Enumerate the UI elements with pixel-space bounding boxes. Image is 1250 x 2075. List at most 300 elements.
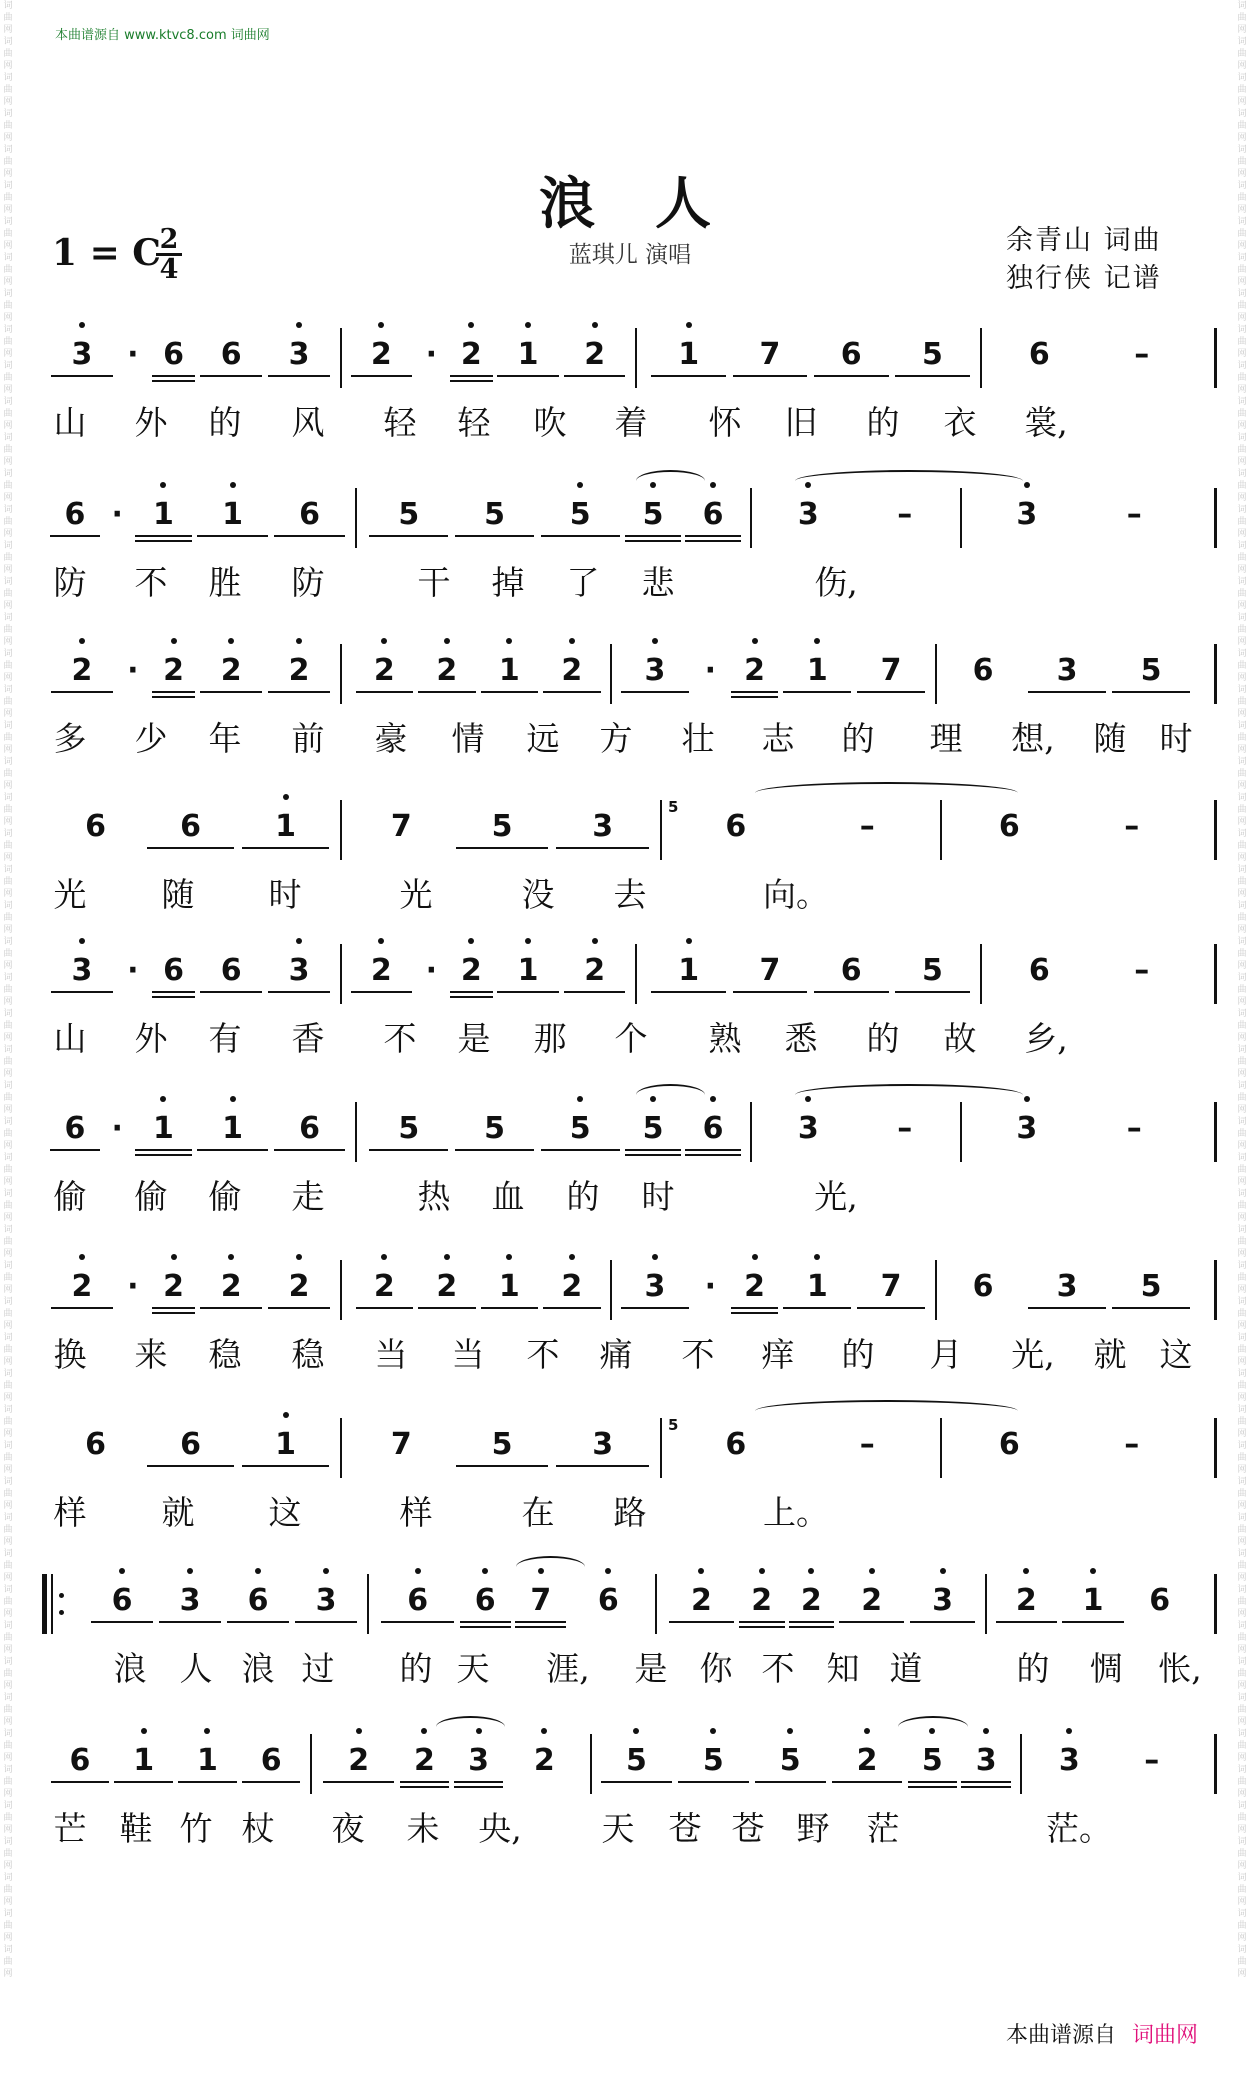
underline-beam [739, 1621, 785, 1623]
lyric-syllable: 那 [533, 1019, 567, 1058]
note [941, 634, 1025, 714]
barline [340, 328, 342, 388]
underline-beam [274, 535, 345, 537]
octave-dot-above [752, 1254, 758, 1260]
barline [1214, 1734, 1217, 1794]
note [238, 790, 333, 870]
lyric-syllable: 干 [417, 563, 451, 602]
note [265, 634, 333, 714]
underline-beam [450, 996, 493, 998]
score-line [48, 1092, 1218, 1242]
note-value: – [897, 497, 913, 532]
underline-beam [152, 996, 196, 998]
note-value: 2 [370, 953, 392, 988]
underline-beam [564, 991, 625, 993]
notation-row [48, 1092, 1218, 1172]
underline-beam [497, 375, 558, 377]
note-value: 1 [152, 497, 174, 532]
lyric-syllable: 防 [291, 563, 325, 602]
dot-extension [692, 1250, 729, 1330]
note-value: 5 [921, 1743, 943, 1778]
underline-beam [450, 991, 493, 993]
underline-beam [200, 991, 262, 993]
tie-slur [636, 470, 705, 492]
lyric-syllable: 山 [53, 403, 87, 442]
underline-beam [456, 847, 549, 849]
underline-beam [197, 1149, 268, 1151]
octave-dot-above [569, 638, 575, 644]
note [351, 1408, 452, 1488]
measure [666, 1564, 978, 1644]
note [143, 1408, 238, 1488]
octave-dot-above [228, 638, 234, 644]
underline-beam [543, 1307, 601, 1309]
octave-dot-above [525, 938, 531, 944]
meter-top: 2 [156, 226, 182, 256]
note-value: 6 [407, 1583, 429, 1618]
barline [310, 1734, 312, 1794]
lyric-syllable: 前 [291, 719, 325, 758]
note [271, 478, 348, 558]
dot-extension [415, 934, 448, 1014]
octave-dot-above [698, 1568, 704, 1574]
lyric-syllable: 掉 [491, 563, 525, 602]
lyrics-row [48, 1644, 1218, 1694]
note-value: 3 [592, 1427, 614, 1462]
lyric-syllable: 天 [601, 1809, 635, 1848]
underline-beam [50, 1149, 100, 1151]
tie-slur [898, 1716, 968, 1738]
measure [988, 934, 1193, 1014]
note-value: 2 [436, 1269, 458, 1304]
lyric-syllable: 就 [161, 1493, 195, 1532]
note-value: 6 [163, 337, 184, 372]
octave-dot-above [983, 1728, 989, 1734]
note-value: 3 [71, 953, 93, 988]
octave-dot-above [356, 1728, 362, 1734]
performer-credit: 蓝琪儿 演唱 [568, 242, 692, 268]
measure [48, 1408, 333, 1488]
lyric-syllable: 怀 [708, 403, 742, 442]
note-value: 3 [1016, 497, 1038, 532]
underline-beam [152, 691, 196, 693]
tie-slur [636, 1084, 705, 1106]
note-value: 6 [85, 809, 106, 844]
measure [1028, 1724, 1193, 1804]
note [348, 934, 415, 1014]
measure [648, 934, 973, 1014]
measure [378, 1564, 648, 1644]
tie-slur [795, 1084, 1023, 1106]
underline-beam [152, 991, 196, 993]
song-title: 浪人 [539, 171, 771, 237]
lyric-syllable: 就 [1093, 1335, 1127, 1374]
lyric-syllable: 痒 [761, 1335, 795, 1374]
note-value: 2 [561, 653, 583, 688]
measure [88, 1564, 360, 1644]
underline-beam [651, 991, 726, 993]
note-value: 6 [725, 809, 747, 844]
octave-dot-above [869, 1568, 875, 1574]
note-value: 1 [498, 653, 520, 688]
barline [750, 1102, 752, 1162]
lyric-syllable: 的 [1016, 1649, 1050, 1688]
note-value: – [1134, 953, 1150, 988]
octave-dot-above [506, 638, 512, 644]
lyric-syllable: 的 [841, 719, 875, 758]
dash-note [1071, 790, 1194, 870]
lyric-syllable: 央, [478, 1809, 522, 1848]
underline-beam [895, 991, 970, 993]
note-value: 3 [71, 337, 93, 372]
octave-dot-above [171, 638, 177, 644]
note-value: 2 [800, 1583, 822, 1618]
octave-dot-above [79, 938, 85, 944]
note-value: 6 [180, 809, 201, 844]
underline-beam [51, 691, 113, 693]
underline-beam [481, 1307, 539, 1309]
barline [1214, 1418, 1217, 1478]
note-value: 3 [644, 653, 666, 688]
note [150, 634, 198, 714]
lyric-syllable: 样 [399, 1493, 433, 1532]
note [561, 934, 628, 1014]
note-value: 2 [561, 1269, 583, 1304]
underline-beam [455, 1149, 534, 1151]
note [265, 1250, 333, 1330]
note-value: 2 [856, 1743, 878, 1778]
barline [960, 1102, 962, 1162]
barline [1214, 644, 1217, 704]
note [197, 318, 265, 398]
octave-dot-above [160, 1096, 166, 1102]
note [552, 1408, 653, 1488]
note-value: 2 [861, 1583, 883, 1618]
underline-beam [543, 691, 601, 693]
underline-beam [450, 375, 493, 377]
lyric-syllable: 个 [614, 1019, 648, 1058]
note-value: · [127, 337, 139, 372]
note-value: 3 [288, 953, 310, 988]
dot-extension [116, 634, 150, 714]
underline-beam [456, 1465, 549, 1467]
note [133, 1092, 195, 1172]
note-value: 6 [299, 1111, 320, 1146]
dot-extension [116, 1250, 150, 1330]
lyric-syllable: 外 [134, 1019, 168, 1058]
octave-dot-above [421, 1728, 427, 1734]
note-value: 7 [390, 1427, 412, 1462]
note-value: 6 [725, 1427, 747, 1462]
note-value: 2 [220, 653, 242, 688]
lyric-syllable: 浪 [113, 1649, 147, 1688]
lyricist-composer-credit: 余青山 词曲 [1006, 225, 1162, 256]
lyric-syllable: 涯, [546, 1649, 590, 1688]
note [48, 1250, 116, 1330]
dot-extension [692, 634, 729, 714]
measure [348, 934, 628, 1014]
underline-beam [351, 375, 412, 377]
lyric-syllable: 竹 [179, 1809, 213, 1848]
octave-dot-above [1023, 1568, 1029, 1574]
underline-beam [51, 991, 113, 993]
notation-row [48, 318, 1218, 398]
note [780, 1250, 854, 1330]
lyric-syllable: 熟 [708, 1019, 742, 1058]
note-value: 6 [1149, 1583, 1171, 1618]
underline-beam [460, 1621, 511, 1623]
dot-extension [116, 934, 150, 1014]
underline-beam [685, 1149, 740, 1151]
octave-dot-above [79, 1254, 85, 1260]
note-value: 5 [398, 497, 420, 532]
note [416, 1250, 479, 1330]
lyrics-row [48, 714, 1218, 764]
dot-extension [102, 478, 133, 558]
source-footer-site[interactable]: 词曲网 [1131, 2023, 1198, 2048]
score-line [48, 790, 1218, 940]
note [675, 1724, 752, 1804]
note [618, 1250, 692, 1330]
tie-slur [516, 1556, 585, 1578]
lyrics-row [48, 870, 1218, 920]
note-value: 5 [642, 497, 664, 532]
note [194, 478, 271, 558]
underline-beam [685, 1154, 740, 1156]
lyric-syllable: 路 [613, 1493, 647, 1532]
note-value: 6 [597, 1583, 619, 1618]
note-value: 6 [998, 809, 1020, 844]
underline-beam [455, 535, 534, 537]
barline [660, 1418, 662, 1478]
notation-row [48, 1408, 1218, 1488]
note-value: 3 [315, 1583, 337, 1618]
note [150, 318, 198, 398]
note [1126, 1564, 1193, 1644]
note-value: 2 [460, 953, 482, 988]
barline [1214, 328, 1217, 388]
note-value: 5 [1140, 653, 1162, 688]
underline-beam [50, 535, 100, 537]
underline-beam [381, 1621, 454, 1623]
measure [988, 318, 1193, 398]
octave-dot-above [1024, 1096, 1030, 1102]
octave-dot-above [119, 1568, 125, 1574]
lyric-syllable: 了 [566, 563, 600, 602]
octave-dot-above [814, 1254, 820, 1260]
note-value: 3 [179, 1583, 201, 1618]
lyric-syllable: 知 [826, 1649, 860, 1688]
note [48, 934, 116, 1014]
underline-beam [733, 991, 808, 993]
octave-dot-above [444, 638, 450, 644]
note [541, 1250, 604, 1330]
octave-dot-above [171, 1254, 177, 1260]
lyric-syllable: 的 [866, 403, 900, 442]
barline [590, 1734, 592, 1794]
underline-beam [152, 696, 196, 698]
note [156, 1564, 224, 1644]
note-value: 2 [373, 653, 395, 688]
note [648, 318, 729, 398]
lyric-syllable: 当 [451, 1335, 485, 1374]
measure [941, 1250, 1193, 1330]
note [353, 634, 416, 714]
note-value: 3 [797, 1111, 819, 1146]
tie-slur [755, 782, 1018, 804]
barline [960, 488, 962, 548]
lyrics-row [48, 1172, 1218, 1222]
score-line [48, 634, 1218, 784]
octave-dot-above [228, 1254, 234, 1260]
note [1025, 634, 1109, 714]
note-value: 6 [220, 953, 242, 988]
barline [935, 1260, 937, 1320]
score-line [48, 1564, 1218, 1714]
barline [1214, 1102, 1217, 1162]
lyric-syllable: 没 [521, 875, 555, 914]
note [506, 1724, 583, 1804]
octave-dot-above [415, 1568, 421, 1574]
underline-beam [454, 1786, 504, 1788]
note [1025, 1250, 1109, 1330]
measure [351, 790, 653, 870]
lyric-syllable: 天 [456, 1649, 490, 1688]
underline-beam [1112, 1307, 1189, 1309]
lyric-syllable: 胜 [208, 563, 242, 602]
note-value: 2 [751, 1583, 773, 1618]
lyric-syllable: 的 [841, 1335, 875, 1374]
note [448, 934, 495, 1014]
note [541, 634, 604, 714]
lyric-syllable: 在 [521, 1493, 555, 1532]
octave-dot-above [686, 322, 692, 328]
octave-dot-above [1066, 1728, 1072, 1734]
note [351, 790, 452, 870]
note [133, 478, 195, 558]
underline-beam [564, 375, 625, 377]
lyric-syllable: 想, [1011, 719, 1055, 758]
note-value: 1 [806, 653, 828, 688]
underline-beam [839, 1621, 904, 1623]
lyric-syllable: 时 [641, 1177, 675, 1216]
note-value: 2 [460, 337, 482, 372]
underline-beam [625, 540, 680, 542]
grace-note: 5 [668, 1416, 679, 1434]
measure [48, 1092, 348, 1172]
underline-beam [178, 1781, 237, 1783]
lyric-syllable: 稳 [208, 1335, 242, 1374]
note-value: 6 [1028, 953, 1050, 988]
note-value: 3 [1016, 1111, 1038, 1146]
dash-note [1081, 478, 1189, 558]
note-value: 3 [1056, 653, 1078, 688]
lyric-syllable: 少 [134, 719, 168, 758]
octave-dot-above [296, 638, 302, 644]
note [495, 318, 562, 398]
underline-beam [556, 847, 649, 849]
underline-beam [908, 1781, 958, 1783]
lyrics-row [48, 1804, 1218, 1854]
underline-beam [731, 1312, 779, 1314]
tie-slur [795, 470, 1023, 492]
note-value: – [1144, 1743, 1160, 1778]
underline-beam [152, 380, 196, 382]
note-value: 6 [111, 1583, 133, 1618]
measure [941, 634, 1193, 714]
note-value: – [859, 1427, 875, 1462]
note [552, 790, 653, 870]
lyric-syllable: 鞋 [119, 1809, 153, 1848]
octave-dot-above [864, 1728, 870, 1734]
dot-extension [102, 1092, 133, 1172]
octave-dot-above [79, 322, 85, 328]
underline-beam [685, 535, 740, 537]
score-line [48, 1250, 1218, 1400]
dash-note [1071, 1408, 1194, 1488]
underline-beam [625, 535, 680, 537]
lyric-syllable: 的 [399, 1649, 433, 1688]
lyric-syllable: 多 [53, 719, 87, 758]
note [197, 634, 265, 714]
lyric-syllable: 走 [291, 1177, 325, 1216]
note [988, 934, 1091, 1014]
note [1028, 1724, 1111, 1804]
note-value: 1 [678, 953, 700, 988]
lyric-syllable: 不 [761, 1649, 795, 1688]
underline-beam [961, 1786, 1011, 1788]
note-value: 6 [64, 497, 86, 532]
underline-beam [739, 1626, 785, 1628]
underline-beam [242, 1781, 301, 1783]
lyric-syllable: 的 [866, 1019, 900, 1058]
note-value: 6 [972, 653, 994, 688]
lyric-syllable: 吹 [533, 403, 567, 442]
underline-beam [1028, 1307, 1105, 1309]
note-value: 5 [702, 1743, 724, 1778]
lyric-syllable: 豪 [374, 719, 408, 758]
note-value: 1 [1082, 1583, 1104, 1618]
lyric-syllable: 随 [1093, 719, 1127, 758]
note [320, 1724, 397, 1804]
note [1109, 634, 1193, 714]
note [48, 318, 116, 398]
underline-beam [515, 1626, 566, 1628]
barline [1214, 800, 1217, 860]
lyrics-row [48, 1330, 1218, 1380]
lyric-syllable: 志 [761, 719, 795, 758]
note-value: – [1126, 1111, 1142, 1146]
note [478, 1250, 541, 1330]
underline-beam [541, 535, 620, 537]
note [265, 318, 333, 398]
lyric-syllable: 外 [134, 403, 168, 442]
octave-dot-above [230, 1096, 236, 1102]
note-value: 2 [744, 1269, 765, 1304]
lyric-syllable: 浪 [241, 1649, 275, 1688]
note-value: 5 [779, 1743, 801, 1778]
side-watermark-left: 词曲网词曲网词曲网词曲网词曲网词曲网词曲网词曲网词曲网词曲网词曲网词曲网词曲网词曲网词曲网词曲网词曲网词曲网词曲网词曲网词曲网词曲网词曲网词曲网词曲网词曲网词曲网词曲网词曲网词曲网词曲网词曲网词曲网词曲网词曲网词曲网词曲网词曲网词曲网词曲网词曲网词曲网词曲网词曲网词曲网词曲网词曲网词曲网词曲网词曲网词曲网词曲网词曲网词曲网词曲网 [3, 1, 13, 1979]
underline-beam [135, 540, 192, 542]
barline [610, 644, 612, 704]
underline-beam [356, 691, 414, 693]
underline-beam [733, 375, 808, 377]
measure [353, 634, 603, 714]
note-value: 6 [220, 337, 242, 372]
underline-beam [152, 375, 196, 377]
dash-note [1111, 1724, 1194, 1804]
lyric-syllable: 人 [179, 1649, 213, 1688]
